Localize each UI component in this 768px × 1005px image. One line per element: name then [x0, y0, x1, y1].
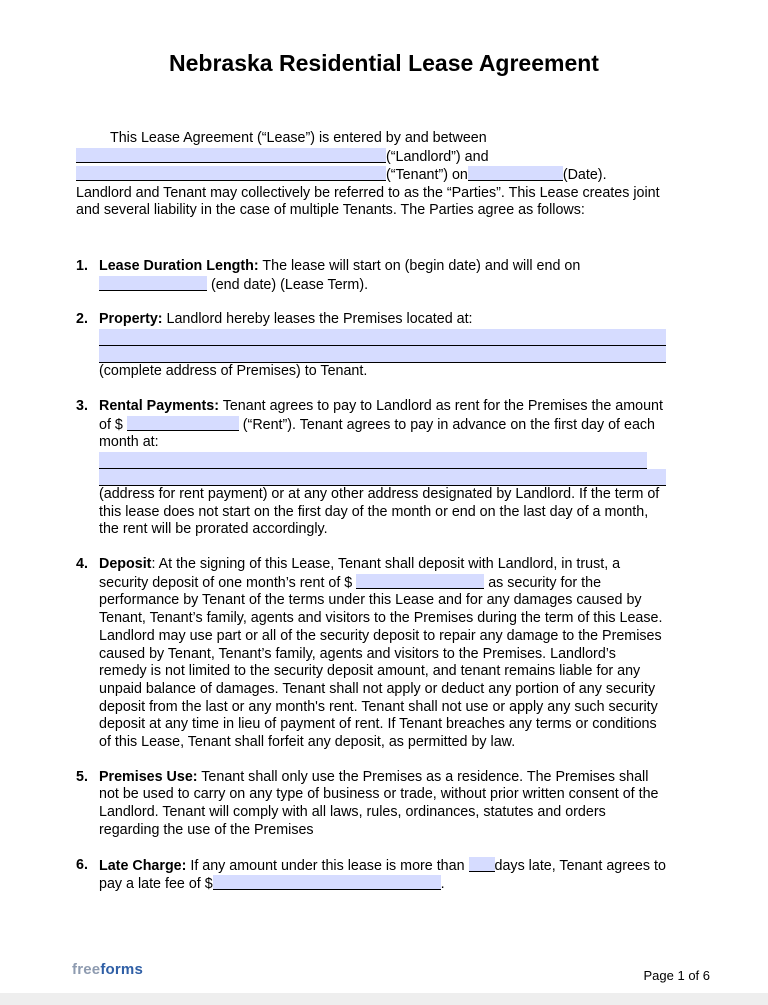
document-title: Nebraska Residential Lease Agreement	[169, 50, 599, 76]
tenant-name-field[interactable]	[76, 166, 386, 181]
date-label: (Date).	[562, 167, 607, 184]
landlord-name-field[interactable]	[76, 148, 386, 163]
section-number: 1.	[76, 258, 88, 274]
section-rental-payments	[76, 398, 666, 539]
viewer-bottom-bar	[0, 993, 768, 1005]
section-number: 6.	[76, 856, 88, 873]
intro-tenant-line	[76, 166, 686, 185]
section-late-charge	[76, 857, 666, 894]
section-text: as security for the performance by Tenant of the terms under this Lease and for any damages caused by Tenant, Tenant’s family, agents and visitors to the Premises during the term of this Lease. Landlord may use part or all of the security deposit to repair any damage to the Premises caused by Tenant, Tenant’s family, agents and visitors to the Premises. Landlord’s remedy is not limited to the security deposit amount, and tenant remains liable for any unpaid balance of damages. Tenant shall not apply or deduct any portion of any security deposit from the last or any month's rent. Tenant shall not use or apply any such security deposit at any time in lieu of payment of rent. If Tenant breaches any terms or conditions of this Lease, Tenant shall forfeit any deposit, as permitted by law.	[99, 574, 663, 751]
rent-address-field-1[interactable]	[99, 452, 647, 469]
end-date-field[interactable]	[99, 276, 207, 291]
section-text: If any amount under this lease is more than	[186, 857, 469, 874]
section-text: Tenant agrees to pay to Landlord as rent for the Premises the amount of $	[99, 397, 663, 433]
section-text: Tenant shall only use the Premises as a residence. The Premises shall not be used to carry on any type of business or trade, without prior written consent of the Landlord. Tenant will comply with all laws, rules, ordinances, statutes and orders regarding the use of the Premises	[99, 768, 659, 838]
section-property	[76, 311, 666, 380]
page-number: Page 1 of 6	[643, 968, 710, 983]
section-number: 2.	[76, 311, 88, 328]
agreement-date-field[interactable]	[468, 166, 563, 181]
section-number: 4.	[76, 556, 88, 573]
section-deposit	[76, 556, 666, 752]
section-text: Landlord hereby leases the Premises located at:	[162, 311, 473, 328]
section-text: (address for rent payment) or at any other address designated by Landlord. If the term of this lease does not start on the first day of the month or end on the last day of a month, the rent will be prorated accordingly.	[99, 485, 660, 538]
rent-address-field-2[interactable]	[99, 469, 666, 486]
section-heading: Property:	[99, 311, 163, 328]
section-number: 3.	[76, 397, 88, 414]
section-text: (end date) (Lease Term).	[207, 276, 369, 293]
late-fee-field[interactable]	[213, 875, 441, 890]
logo-free-text: free	[72, 961, 101, 978]
tenant-label: (“Tenant”) on	[386, 167, 468, 184]
landlord-label: (“Landlord”) and	[386, 148, 489, 165]
deposit-amount-field[interactable]	[356, 574, 484, 589]
section-heading: Rental Payments:	[99, 397, 219, 414]
freeforms-logo	[72, 961, 143, 978]
intro-rest: Landlord and Tenant may collectively be referred to as the “Parties”. This Lease creates joint and several liability in the case of multiple Tenants. The Parties agree as follows:	[76, 184, 660, 219]
section-text: .	[440, 876, 445, 893]
premises-address-field-1[interactable]	[99, 329, 666, 346]
section-premises-use	[76, 769, 666, 840]
premises-address-field-2[interactable]	[99, 346, 666, 363]
section-text: (begin date) and will end on	[404, 258, 581, 274]
intro-paragraph	[76, 130, 686, 220]
section-heading: Late Charge:	[99, 857, 187, 874]
intro-landlord-line	[76, 148, 686, 167]
section-text: : At the signing of this Lease, Tenant shall deposit with Landlord, in trust, a security deposit of one month’s rent of $	[99, 556, 621, 591]
section-heading: Deposit	[99, 556, 152, 573]
lease-sections	[76, 258, 666, 911]
rent-amount-field[interactable]	[127, 416, 239, 431]
late-days-field[interactable]	[469, 857, 495, 872]
section-text: The lease will start on	[258, 258, 405, 274]
section-text: (complete address of Premises) to Tenant.	[99, 363, 368, 380]
section-number: 5.	[76, 768, 88, 785]
section-heading: Lease Duration Length:	[99, 258, 259, 274]
section-text: days late, Tenant agrees to pay a late fee of $	[99, 857, 666, 893]
logo-forms-text: forms	[100, 961, 144, 978]
intro-line-1: This Lease Agreement (“Lease”) is entered by and between	[110, 130, 487, 146]
section-heading: Premises Use:	[99, 768, 198, 785]
section-text: (“Rent”). Tenant agrees to pay in advance on the first day of each month at:	[99, 416, 656, 451]
section-lease-duration	[76, 258, 666, 294]
